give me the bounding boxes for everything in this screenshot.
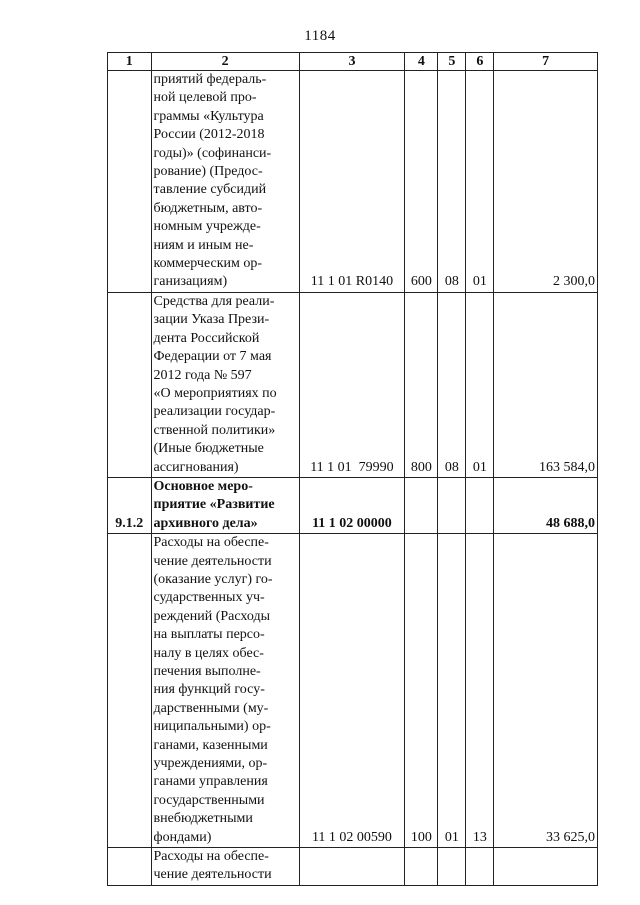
section-number-cell xyxy=(108,534,152,848)
section-number-cell xyxy=(108,71,152,293)
column-header: 2 xyxy=(151,53,299,71)
subsection-code-cell xyxy=(466,848,494,886)
budget-code-cell: 11 1 02 00000 xyxy=(299,477,405,533)
section-code-cell xyxy=(438,477,466,533)
section-number-cell: 9.1.2 xyxy=(108,477,152,533)
budget-code-cell xyxy=(299,848,405,886)
column-header: 4 xyxy=(405,53,438,71)
subsection-code-cell: 01 xyxy=(466,292,494,477)
expense-type-cell: 600 xyxy=(405,71,438,293)
description-cell: Расходы на обеспе- чение деятельности xyxy=(151,848,299,886)
amount-cell: 33 625,0 xyxy=(494,534,598,848)
section-code-cell xyxy=(438,848,466,886)
budget-code-cell: 11 1 02 00590 xyxy=(299,534,405,848)
amount-cell xyxy=(494,848,598,886)
table-row xyxy=(108,848,598,886)
section-code-cell: 08 xyxy=(438,292,466,477)
table-row xyxy=(108,292,598,477)
table-row xyxy=(108,477,598,533)
section-number-cell xyxy=(108,848,152,886)
subsection-code-cell xyxy=(466,477,494,533)
column-header: 1 xyxy=(108,53,152,71)
amount-cell: 163 584,0 xyxy=(494,292,598,477)
table-header-row xyxy=(108,53,598,71)
column-header: 6 xyxy=(466,53,494,71)
amount-cell: 48 688,0 xyxy=(494,477,598,533)
description-cell: Расходы на обеспе- чение деятельности (оказание услуг) го- сударственных уч- реждений (Расходы на выплаты персо- налу в целях обес- печения выполне- ния функций госу- дарственными (му- ниципальными) ор- ганами, казенными учреждениями, ор- ганами управления государственными внебюджетными фондами) xyxy=(151,534,299,848)
column-header: 3 xyxy=(299,53,405,71)
budget-table xyxy=(107,52,598,886)
table-row xyxy=(108,534,598,848)
expense-type-cell xyxy=(405,477,438,533)
subsection-code-cell: 01 xyxy=(466,71,494,293)
subsection-code-cell: 13 xyxy=(466,534,494,848)
section-number-cell xyxy=(108,292,152,477)
table-row xyxy=(108,71,598,293)
column-header: 7 xyxy=(494,53,598,71)
section-code-cell: 01 xyxy=(438,534,466,848)
expense-type-cell: 100 xyxy=(405,534,438,848)
budget-code-cell: 11 1 01 79990 xyxy=(299,292,405,477)
description-cell: Средства для реали- зации Указа Прези- дента Российской Федерации от 7 мая 2012 года № 597 «О мероприятиях по реализации государ- ственной политики» (Иные бюджетные ассигнования) xyxy=(151,292,299,477)
description-cell: приятий федераль- ной целевой про- граммы «Культура России (2012-2018 годы)» (софинанси- рование) (Предос- тавление субсидий бюджетным, авто- номным учрежде- ниям и иным не- коммерческим ор- ганизациям) xyxy=(151,71,299,293)
section-code-cell: 08 xyxy=(438,71,466,293)
description-cell: Основное меро- приятие «Развитие архивного дела» xyxy=(151,477,299,533)
expense-type-cell xyxy=(405,848,438,886)
page-number: 1184 xyxy=(304,28,336,44)
column-header: 5 xyxy=(438,53,466,71)
amount-cell: 2 300,0 xyxy=(494,71,598,293)
budget-code-cell: 11 1 01 R0140 xyxy=(299,71,405,293)
expense-type-cell: 800 xyxy=(405,292,438,477)
